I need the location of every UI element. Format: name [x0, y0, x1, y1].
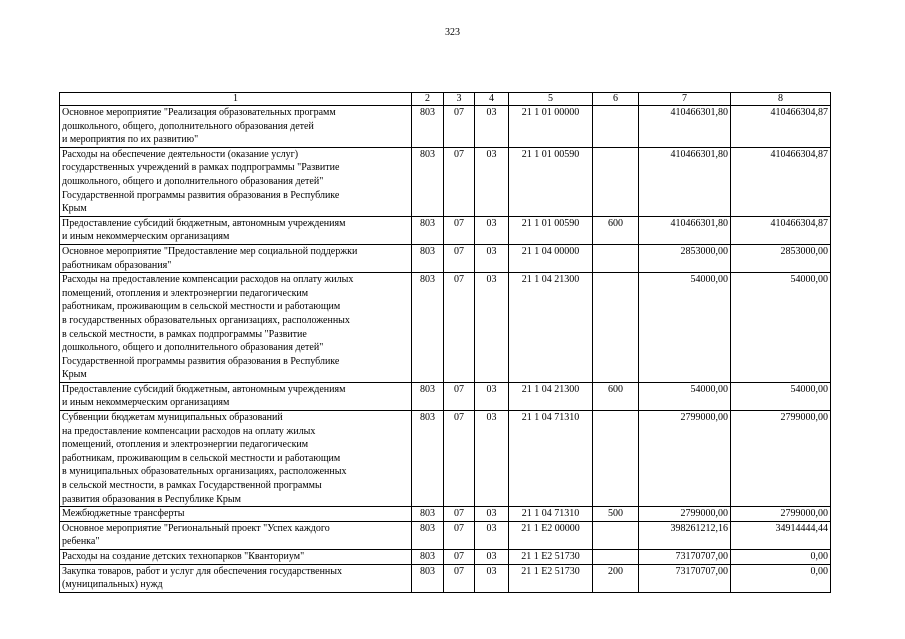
- expense-type-cell: [593, 106, 639, 148]
- amount-year1-cell: 410466301,80: [639, 147, 731, 216]
- item-name: Закупка товаров, работ и услуг для обеспечения государственных (муниципальных) нужд: [62, 565, 343, 591]
- item-name: Основное мероприятие "Реализация образовательных программ дошкольного, общего, дополнительного образования детей и мероприятия по их развитию": [62, 107, 336, 146]
- item-name: Основное мероприятие "Предоставление мер социальной поддержки работникам образования": [62, 245, 358, 271]
- budget-table: [59, 92, 831, 593]
- table-row: [60, 521, 831, 549]
- table-row: [60, 216, 831, 244]
- subsection-code-cell: 03: [475, 273, 509, 383]
- table-row: [60, 507, 831, 522]
- section-code-cell: 07: [444, 564, 475, 592]
- amount-year1-cell: 2853000,00: [639, 244, 731, 272]
- item-name: Расходы на предоставление компенсации расходов на оплату жилых помещений, отопления и электроэнергии педагогическим работникам, проживающим в сельской местности и работающим в государственных образовательных организациях, расположенных в сельской местности, в рамках подпрограммы "Развитие дошкольного, общего и дополнительного образования детей" Государственной программы развития образования в Республике Крым: [62, 274, 354, 381]
- expense-type-cell: 200: [593, 564, 639, 592]
- target-article-cell: 21 1 04 71310: [509, 507, 593, 522]
- item-name-cell: [60, 507, 412, 522]
- item-name-cell: [60, 106, 412, 148]
- column-header: 3: [444, 93, 475, 106]
- section-code-cell: 07: [444, 273, 475, 383]
- subsection-code-cell: 03: [475, 382, 509, 410]
- subsection-code-cell: 03: [475, 147, 509, 216]
- ministry-code-cell: 803: [412, 106, 444, 148]
- amount-year1-cell: 2799000,00: [639, 507, 731, 522]
- subsection-code-cell: 03: [475, 507, 509, 522]
- section-code-cell: 07: [444, 550, 475, 565]
- ministry-code-cell: 803: [412, 564, 444, 592]
- expense-type-cell: [593, 411, 639, 507]
- target-article-cell: 21 1 01 00000: [509, 106, 593, 148]
- item-name: Расходы на создание детских технопарков "Кванториум": [62, 551, 305, 562]
- item-name: Межбюджетные трансферты: [62, 508, 185, 520]
- ministry-code-cell: 803: [412, 550, 444, 565]
- amount-year2-cell: 410466304,87: [731, 147, 831, 216]
- target-article-cell: 21 1 04 21300: [509, 382, 593, 410]
- column-header: 5: [509, 93, 593, 106]
- column-header: 4: [475, 93, 509, 106]
- ministry-code-cell: 803: [412, 382, 444, 410]
- ministry-code-cell: 803: [412, 507, 444, 522]
- amount-year1-cell: 410466301,80: [639, 106, 731, 148]
- column-header: 2: [412, 93, 444, 106]
- amount-year2-cell: 54000,00: [731, 273, 831, 383]
- expense-type-cell: [593, 550, 639, 565]
- table-row: [60, 550, 831, 565]
- item-name: Расходы на обеспечение деятельности (оказание услуг) государственных учреждений в рамках подпрограммы "Развитие дошкольного, общего и дополнительного образования детей" Государственной программы развития образования в Республике Крым: [62, 148, 340, 215]
- expense-type-cell: 600: [593, 216, 639, 244]
- section-code-cell: 07: [444, 521, 475, 549]
- item-name-cell: [60, 564, 412, 592]
- amount-year2-cell: 54000,00: [731, 382, 831, 410]
- amount-year2-cell: 410466304,87: [731, 216, 831, 244]
- column-header: 7: [639, 93, 731, 106]
- column-header: 1: [60, 93, 412, 106]
- item-name-cell: [60, 411, 412, 507]
- target-article-cell: 21 1 04 71310: [509, 411, 593, 507]
- column-header: 6: [593, 93, 639, 106]
- amount-year1-cell: 73170707,00: [639, 564, 731, 592]
- section-code-cell: 07: [444, 507, 475, 522]
- item-name-cell: [60, 550, 412, 565]
- section-code-cell: 07: [444, 244, 475, 272]
- table-row: [60, 564, 831, 592]
- amount-year2-cell: 2799000,00: [731, 507, 831, 522]
- table-row: [60, 244, 831, 272]
- target-article-cell: 21 1 01 00590: [509, 147, 593, 216]
- subsection-code-cell: 03: [475, 106, 509, 148]
- section-code-cell: 07: [444, 382, 475, 410]
- table-row: [60, 382, 831, 410]
- amount-year1-cell: 73170707,00: [639, 550, 731, 565]
- item-name-cell: [60, 273, 412, 383]
- item-name-cell: [60, 147, 412, 216]
- amount-year2-cell: 2799000,00: [731, 411, 831, 507]
- subsection-code-cell: 03: [475, 564, 509, 592]
- amount-year2-cell: 410466304,87: [731, 106, 831, 148]
- amount-year1-cell: 398261212,16: [639, 521, 731, 549]
- table-row: [60, 106, 831, 148]
- subsection-code-cell: 03: [475, 411, 509, 507]
- amount-year1-cell: 54000,00: [639, 382, 731, 410]
- section-code-cell: 07: [444, 147, 475, 216]
- ministry-code-cell: 803: [412, 411, 444, 507]
- amount-year2-cell: 2853000,00: [731, 244, 831, 272]
- subsection-code-cell: 03: [475, 521, 509, 549]
- target-article-cell: 21 1 E2 51730: [509, 564, 593, 592]
- ministry-code-cell: 803: [412, 521, 444, 549]
- target-article-cell: 21 1 E2 00000: [509, 521, 593, 549]
- target-article-cell: 21 1 E2 51730: [509, 550, 593, 565]
- amount-year1-cell: 2799000,00: [639, 411, 731, 507]
- amount-year2-cell: 0,00: [731, 564, 831, 592]
- item-name: Предоставление субсидий бюджетным, автономным учреждениям и иным некоммерческим организациям: [62, 217, 346, 243]
- ministry-code-cell: 803: [412, 216, 444, 244]
- ministry-code-cell: 803: [412, 244, 444, 272]
- ministry-code-cell: 803: [412, 147, 444, 216]
- table-row: [60, 147, 831, 216]
- item-name-cell: [60, 216, 412, 244]
- expense-type-cell: [593, 273, 639, 383]
- amount-year1-cell: 54000,00: [639, 273, 731, 383]
- amount-year2-cell: 0,00: [731, 550, 831, 565]
- item-name-cell: [60, 244, 412, 272]
- amount-year1-cell: 410466301,80: [639, 216, 731, 244]
- expense-type-cell: [593, 147, 639, 216]
- item-name: Субвенции бюджетам муниципальных образований на предоставление компенсации расходов на оплату жилых помещений, отопления и электроэнергии педагогическим работникам, проживающим в сельской местности и работающим в муниципальных образовательных организациях, расположенных в сельской местности, в рамках Государственной программы развития образования в Республике Крым: [62, 412, 347, 505]
- expense-type-cell: 500: [593, 507, 639, 522]
- subsection-code-cell: 03: [475, 244, 509, 272]
- section-code-cell: 07: [444, 411, 475, 507]
- subsection-code-cell: 03: [475, 216, 509, 244]
- section-code-cell: 07: [444, 216, 475, 244]
- target-article-cell: 21 1 01 00590: [509, 216, 593, 244]
- item-name-cell: [60, 382, 412, 410]
- amount-year2-cell: 34914444,44: [731, 521, 831, 549]
- table-row: [60, 411, 831, 507]
- table-row: [60, 273, 831, 383]
- item-name-cell: [60, 521, 412, 549]
- section-code-cell: 07: [444, 106, 475, 148]
- expense-type-cell: [593, 244, 639, 272]
- table-header-row: [60, 93, 831, 106]
- target-article-cell: 21 1 04 21300: [509, 273, 593, 383]
- item-name: Основное мероприятие "Региональный проект "Успех каждого ребенка": [62, 522, 330, 548]
- page-number: 323: [445, 27, 460, 38]
- expense-type-cell: 600: [593, 382, 639, 410]
- expense-type-cell: [593, 521, 639, 549]
- ministry-code-cell: 803: [412, 273, 444, 383]
- column-header: 8: [731, 93, 831, 106]
- target-article-cell: 21 1 04 00000: [509, 244, 593, 272]
- item-name: Предоставление субсидий бюджетным, автономным учреждениям и иным некоммерческим организациям: [62, 383, 346, 409]
- subsection-code-cell: 03: [475, 550, 509, 565]
